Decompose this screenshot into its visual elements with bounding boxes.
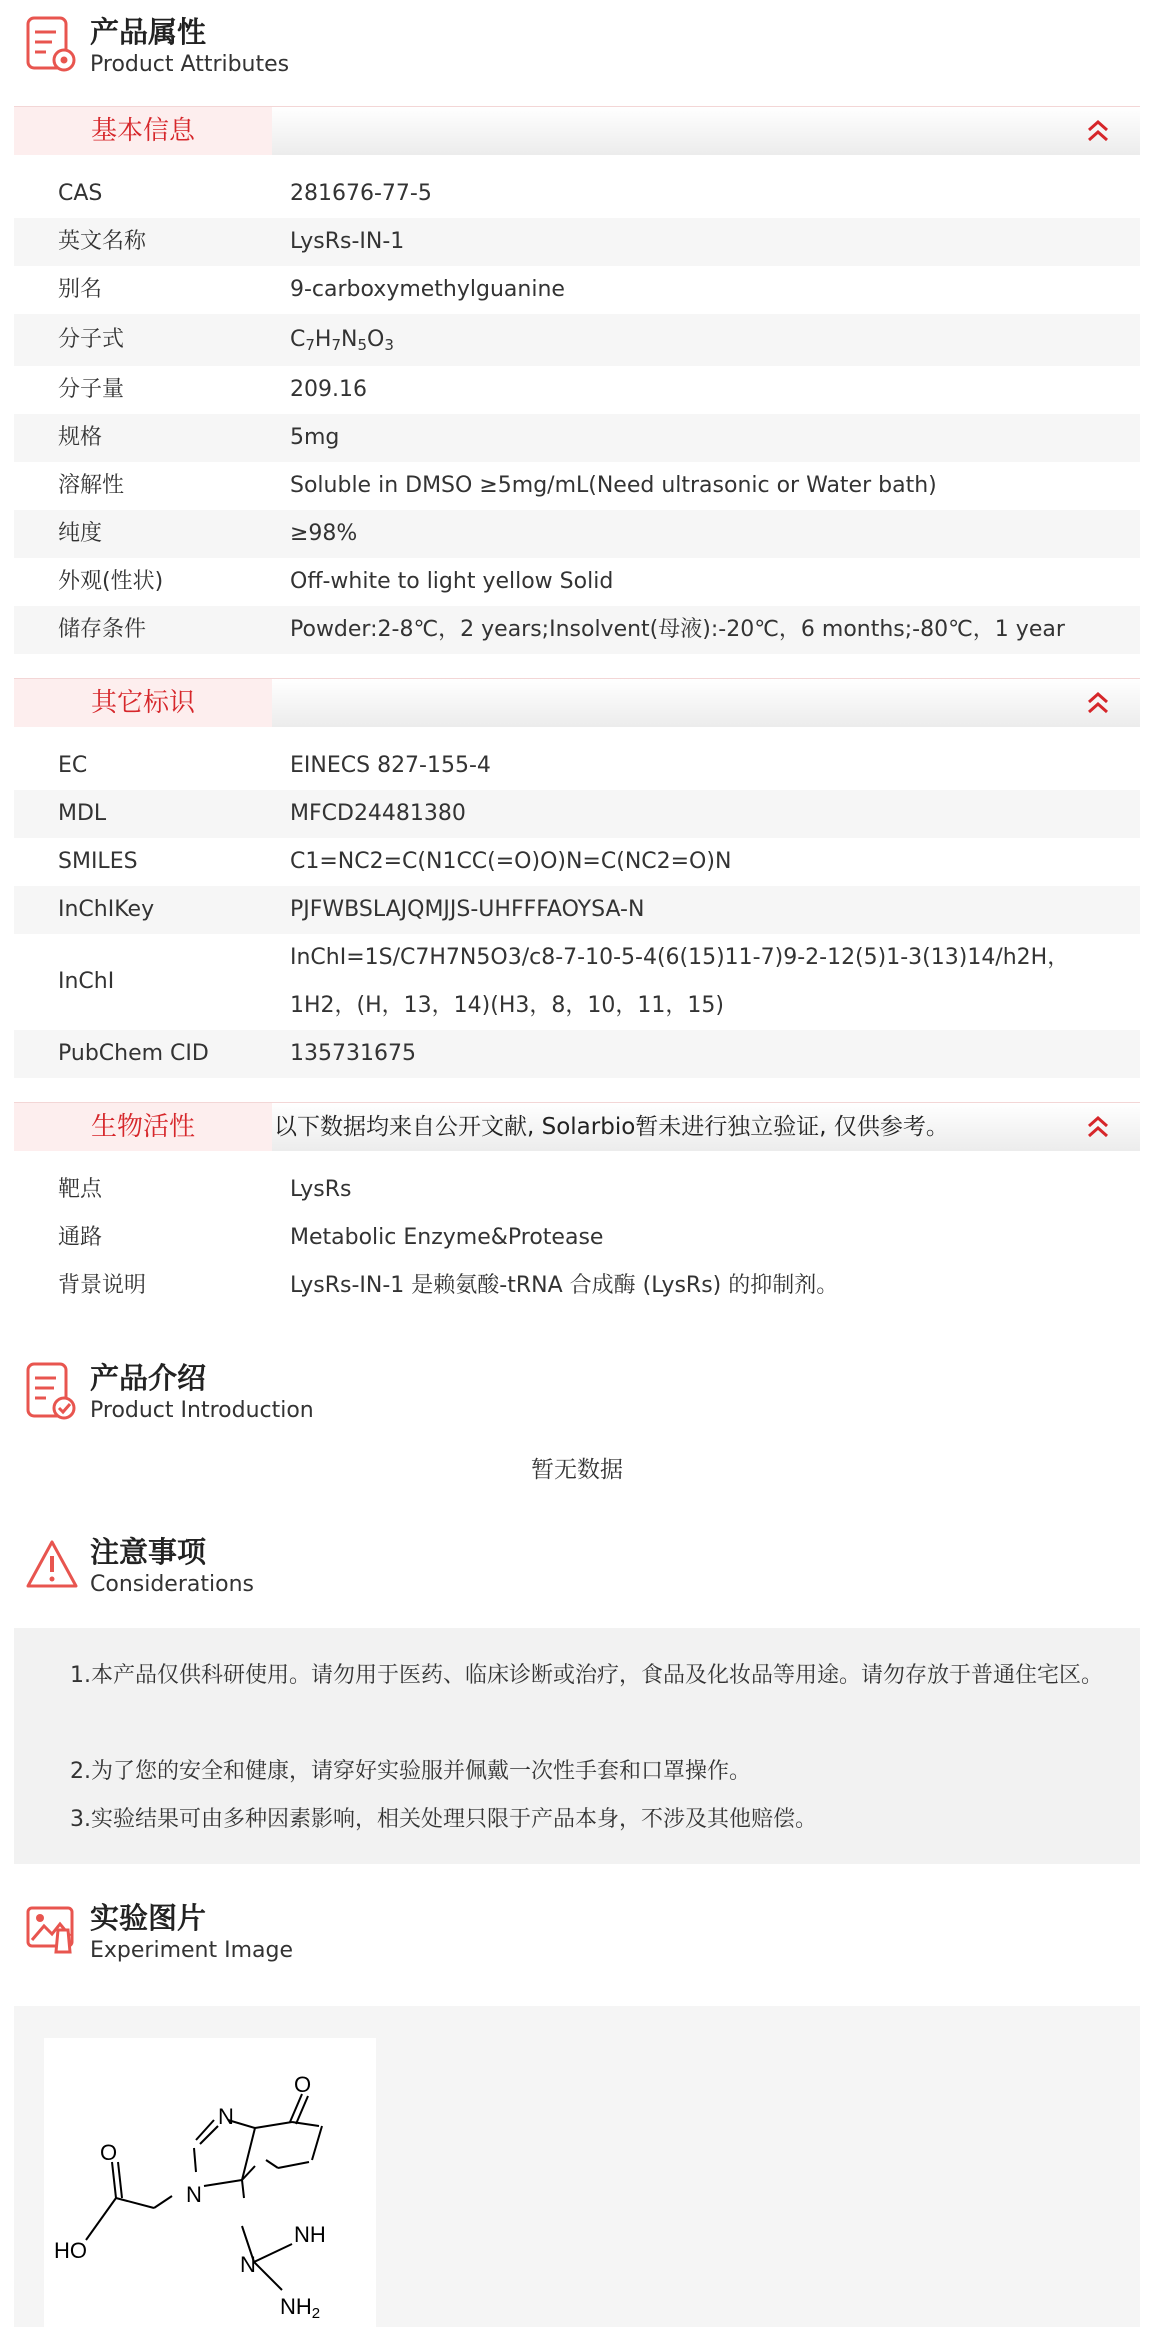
row-value: 135731675 <box>290 1041 416 1066</box>
atom-label: N <box>186 2182 202 2207</box>
table-row <box>14 1166 1140 1214</box>
table-row <box>14 462 1140 510</box>
section-subtitle: Experiment Image <box>90 1938 294 1963</box>
atom-label: NH2 <box>280 2294 321 2322</box>
row-label: 别名 <box>58 277 103 302</box>
table-row <box>14 886 1140 934</box>
table-row <box>14 170 1140 218</box>
table-row <box>14 1030 1140 1078</box>
atom-label: O <box>294 2072 312 2097</box>
formula-value: $C_7H_7N_5O_3$ <box>290 327 394 354</box>
table-row <box>14 934 1140 1030</box>
table-row <box>14 558 1140 606</box>
row-value: EINECS 827-155-4 <box>290 753 491 778</box>
row-label: EC <box>58 753 88 778</box>
chemical-structure <box>44 2038 376 2327</box>
basic-info-table <box>14 170 1140 654</box>
row-value: Powder:2-8℃，2 years;Insolvent(母液):-20℃，6 months;-80℃，1 year <box>290 617 1065 642</box>
table-row <box>14 790 1140 838</box>
row-label: CAS <box>58 181 103 206</box>
other-ids-table <box>14 742 1140 1078</box>
section-subtitle: Product Attributes <box>90 52 290 77</box>
row-value: MFCD24481380 <box>290 801 466 826</box>
row-label: MDL <box>58 801 107 826</box>
consideration-item: 2.为了您的安全和健康，请穿好实验服并佩戴一次性手套和口罩操作。 <box>70 1759 751 1784</box>
row-value: 9-carboxymethylguanine <box>290 277 565 302</box>
row-value: C1=NC2=C(N1CC(=O)O)N=C(NC2=O)N <box>290 849 732 874</box>
row-value: LysRs-IN-1 <box>290 229 405 254</box>
basic-info-bar <box>14 106 1140 155</box>
section-title: 产品介绍 <box>90 1361 207 1395</box>
consideration-item: 1.本产品仅供科研使用。请勿用于医药、临床诊断或治疗，食品及化妆品等用途。请勿存放于普通住宅区。 <box>70 1663 1103 1688</box>
table-row <box>14 1262 1140 1310</box>
row-label: 规格 <box>58 425 103 450</box>
section-title: 注意事项 <box>90 1535 207 1569</box>
row-value: Off-white to light yellow Solid <box>290 569 614 594</box>
row-value: InChI=1S/C7H7N5O3/c8-7-10-5-4(6(15)11-7)9-2-12(5)1-3(13)14/h2H， <box>290 945 1070 970</box>
row-label: InChI <box>58 969 115 994</box>
table-row <box>14 742 1140 790</box>
row-value-continued: 1H2，(H，13，14)(H3，8，10，11，15) <box>290 993 724 1018</box>
structure-image <box>44 2038 376 2327</box>
section-subtitle: Product Introduction <box>90 1398 314 1423</box>
tab-bio-activity[interactable]: 生物活性 <box>14 1103 272 1151</box>
row-value: PJFWBSLAJQMJJS-UHFFFAOYSA-N <box>290 897 645 922</box>
row-value: Soluble in DMSO ≥5mg/mL(Need ultrasonic or Water bath) <box>290 473 937 498</box>
empty-state-text: 暂无数据 <box>531 1457 623 1483</box>
disclaimer-note: 以下数据均来自公开文献, Solarbio暂未进行独立验证, 仅供参考。 <box>274 1114 949 1140</box>
section-title: 实验图片 <box>90 1901 207 1935</box>
section-subtitle: Considerations <box>90 1572 254 1597</box>
experiment-image-panel <box>14 2006 1140 2327</box>
other-ids-bar <box>14 678 1140 727</box>
atom-label: HO <box>54 2238 87 2263</box>
tab-basic-info[interactable]: 基本信息 <box>14 107 272 155</box>
collapse-icon[interactable] <box>1086 117 1110 145</box>
row-label: 溶解性 <box>58 473 125 498</box>
considerations-panel <box>14 1628 1140 1864</box>
row-label: 外观(性状) <box>58 569 164 594</box>
collapse-icon[interactable] <box>1086 689 1110 717</box>
bio-activity-bar <box>14 1102 1140 1151</box>
table-row <box>14 1214 1140 1262</box>
table-row <box>14 838 1140 886</box>
atom-label: O <box>100 2140 118 2165</box>
row-label: 分子式 <box>58 327 125 352</box>
table-row <box>14 510 1140 558</box>
attributes-icon <box>24 14 80 78</box>
introduction-icon <box>24 1360 80 1424</box>
atom-label: N <box>240 2252 256 2277</box>
row-label: 分子量 <box>58 377 125 402</box>
table-row <box>14 218 1140 266</box>
row-value: Metabolic Enzyme&Protease <box>290 1225 604 1250</box>
consideration-item: 3.实验结果可由多种因素影响，相关处理只限于产品本身，不涉及其他赔偿。 <box>70 1807 817 1832</box>
table-row <box>14 414 1140 462</box>
table-row <box>14 606 1140 654</box>
row-value: LysRs <box>290 1177 352 1202</box>
collapse-icon[interactable] <box>1086 1113 1110 1141</box>
row-label: 靶点 <box>58 1177 103 1202</box>
row-label: 英文名称 <box>58 229 147 254</box>
bio-activity-table <box>14 1166 1140 1310</box>
atom-label: NH <box>294 2222 326 2247</box>
tab-other-ids[interactable]: 其它标识 <box>14 679 272 727</box>
table-row <box>14 314 1140 366</box>
atom-label: N <box>218 2104 234 2129</box>
warning-icon <box>24 1534 80 1598</box>
row-label: 纯度 <box>58 521 103 546</box>
table-row <box>14 266 1140 314</box>
table-row <box>14 366 1140 414</box>
row-label: 通路 <box>58 1225 103 1250</box>
row-label: SMILES <box>58 849 138 874</box>
row-value: 281676-77-5 <box>290 181 432 206</box>
row-value: 5mg <box>290 425 340 450</box>
row-label: InChIKey <box>58 897 155 922</box>
row-value: 209.16 <box>290 377 367 402</box>
row-label: 背景说明 <box>58 1273 147 1298</box>
row-label: 储存条件 <box>58 617 147 642</box>
row-value: LysRs-IN-1 是赖氨酸-tRNA 合成酶 (LysRs) 的抑制剂。 <box>290 1273 839 1298</box>
section-title: 产品属性 <box>90 15 207 49</box>
row-label: PubChem CID <box>58 1041 209 1066</box>
row-value: ≥98% <box>290 521 358 546</box>
image-icon <box>24 1900 80 1964</box>
